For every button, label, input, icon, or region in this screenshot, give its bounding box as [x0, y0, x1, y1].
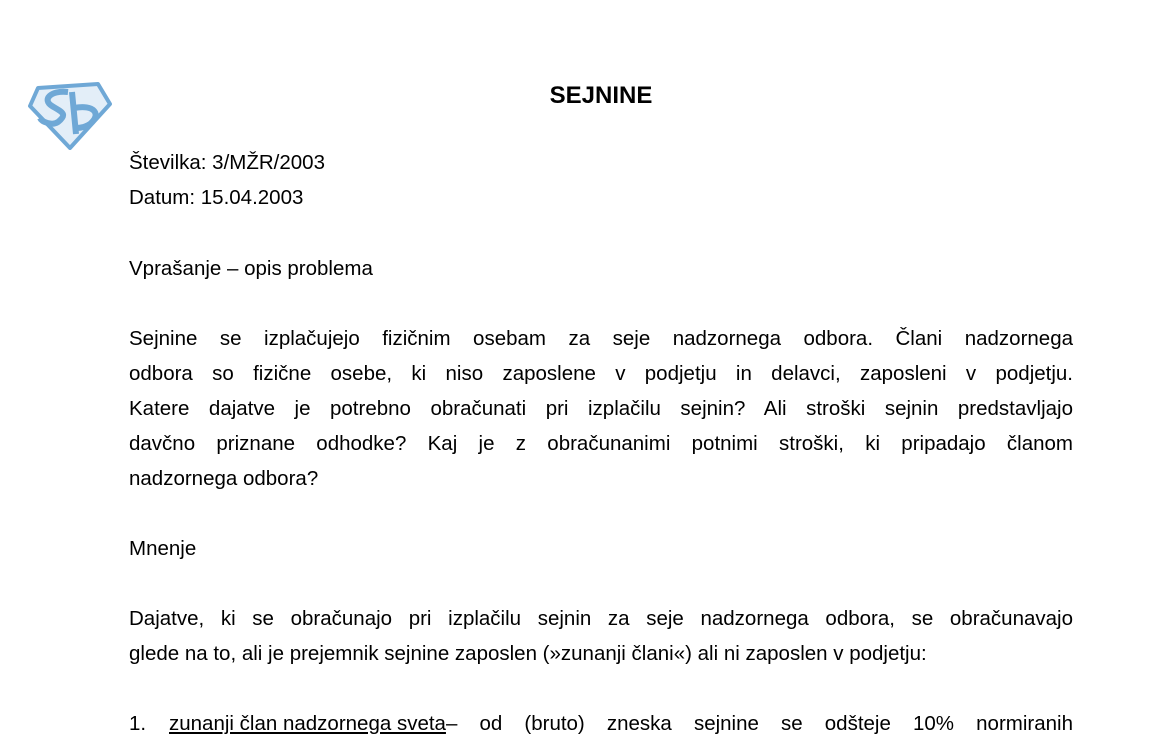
paragraph-line: glede na to, ali je prejemnik sejnine zaposlen (»zunanji člani«) ali ni zaposlen v podjetju:: [129, 642, 927, 665]
opinion-heading: Mnenje: [129, 537, 197, 560]
question-paragraph: [129, 321, 1073, 496]
document-number: Številka: 3/MŽR/2003: [129, 151, 325, 174]
document-meta: [129, 145, 1073, 215]
opinion-paragraph: [129, 601, 1073, 671]
list-item-text: – od (bruto) zneska sejnine se odšteje 10% normiranih: [445, 712, 1073, 735]
document-date: Datum: 15.04.2003: [129, 186, 304, 209]
page-title: SEJNINE: [549, 82, 653, 109]
list-number: 1.: [129, 712, 147, 735]
paragraph-line: Dajatve, ki se obračunajo pri izplačilu sejnin za seje nadzornega odbora, se obračunavajo: [129, 607, 1073, 630]
numbered-list: [129, 706, 1073, 741]
list-item: [129, 706, 1073, 741]
paragraph-line: nadzornega odbora?: [129, 467, 319, 490]
question-heading: Vprašanje – opis problema: [129, 257, 373, 280]
list-item-term: zunanji član nadzornega sveta: [169, 712, 446, 735]
paragraph-line: davčno priznane odhodke? Kaj je z obračunanimi potnimi stroški, ki pripadajo članom: [129, 432, 1073, 455]
paragraph-line: Sejnine se izplačujejo fizičnim osebam za seje nadzornega odbora. Člani nadzornega: [129, 327, 1073, 350]
paragraph-line: odbora so fizične osebe, ki niso zaposlene v podjetju in delavci, zaposleni v podjetju.: [129, 362, 1073, 385]
paragraph-line: Katere dajatve je potrebno obračunati pri izplačilu sejnin? Ali stroški sejnin predstavljajo: [129, 397, 1073, 420]
